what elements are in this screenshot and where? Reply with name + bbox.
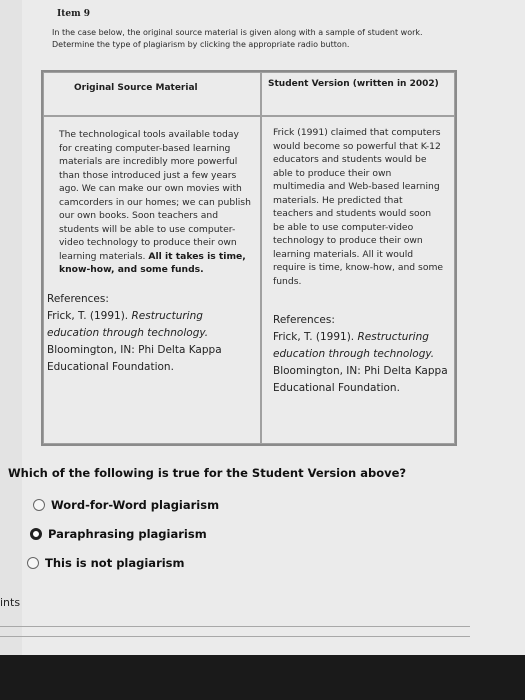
header-student: Student Version (written in 2002) bbox=[261, 72, 455, 116]
radio-word-for-word[interactable] bbox=[33, 499, 45, 511]
student-cell bbox=[261, 116, 455, 444]
original-text-bold: All it takes is time, know-how, and some funds. bbox=[59, 250, 246, 275]
student-ref-title: Restructuring education through technology. bbox=[273, 331, 435, 360]
original-source-text bbox=[45, 118, 259, 277]
divider-line bbox=[0, 636, 470, 637]
option-paraphrasing[interactable] bbox=[30, 527, 219, 541]
original-reference bbox=[47, 308, 253, 376]
header-original: Original Source Material bbox=[43, 72, 261, 116]
student-version-text: Frick (1991) claimed that computers would become so powerful that K-12 educators and students would be able to produce their own multimedia and Web-based learning materials. He predicted that teachers and students would soon be able to use computer-video technology to produce their own learning materials. All it would require is time, know-how, and some funds. bbox=[273, 127, 444, 287]
option-label: Word-for-Word plagiarism bbox=[51, 498, 220, 512]
original-references bbox=[45, 277, 259, 376]
student-ref-publisher: Bloomington, IN: Phi Delta Kappa Educational Foundation. bbox=[273, 365, 448, 394]
left-margin bbox=[0, 0, 22, 655]
instructions-text: In the case below, the original source material is given along with a sample of student work. Determine the type of plagiarism by clicking the appropriate radio button. bbox=[52, 28, 423, 49]
original-cell bbox=[43, 116, 261, 444]
original-text-body: The technological tools available today for creating computer-based learning materials are incredibly more powerful than those introduced just a few years ago. We can make our own movies with camcorders in our homes; we can publish our own books. Soon teachers and students will be able to use computer-video technology to produce their own learning materials. bbox=[59, 129, 251, 262]
answer-options bbox=[30, 498, 219, 585]
option-word-for-word[interactable] bbox=[33, 498, 219, 512]
student-ref-author: Frick, T. (1991). bbox=[273, 331, 355, 343]
radio-paraphrasing[interactable] bbox=[30, 528, 42, 540]
question-text: Which of the following is true for the Student Version above? bbox=[8, 466, 407, 480]
original-ref-publisher: Bloomington, IN: Phi Delta Kappa Educational Foundation. bbox=[47, 343, 222, 373]
option-label: Paraphrasing plagiarism bbox=[48, 527, 207, 541]
original-refs-label: References: bbox=[47, 292, 109, 305]
divider-line bbox=[0, 626, 470, 627]
radio-not-plagiarism[interactable] bbox=[27, 557, 39, 569]
hints-link[interactable]: ints bbox=[0, 596, 21, 609]
original-ref-title: Restructuring education through technology. bbox=[47, 309, 209, 339]
original-ref-author: Frick, T. (1991). bbox=[47, 309, 129, 322]
student-references bbox=[263, 288, 453, 397]
option-label: This is not plagiarism bbox=[45, 556, 185, 570]
item-title: Item 9 bbox=[57, 9, 91, 19]
comparison-table bbox=[41, 70, 457, 446]
student-refs-label: References: bbox=[273, 314, 335, 326]
student-reference bbox=[273, 329, 449, 397]
option-not-plagiarism[interactable] bbox=[27, 556, 219, 570]
